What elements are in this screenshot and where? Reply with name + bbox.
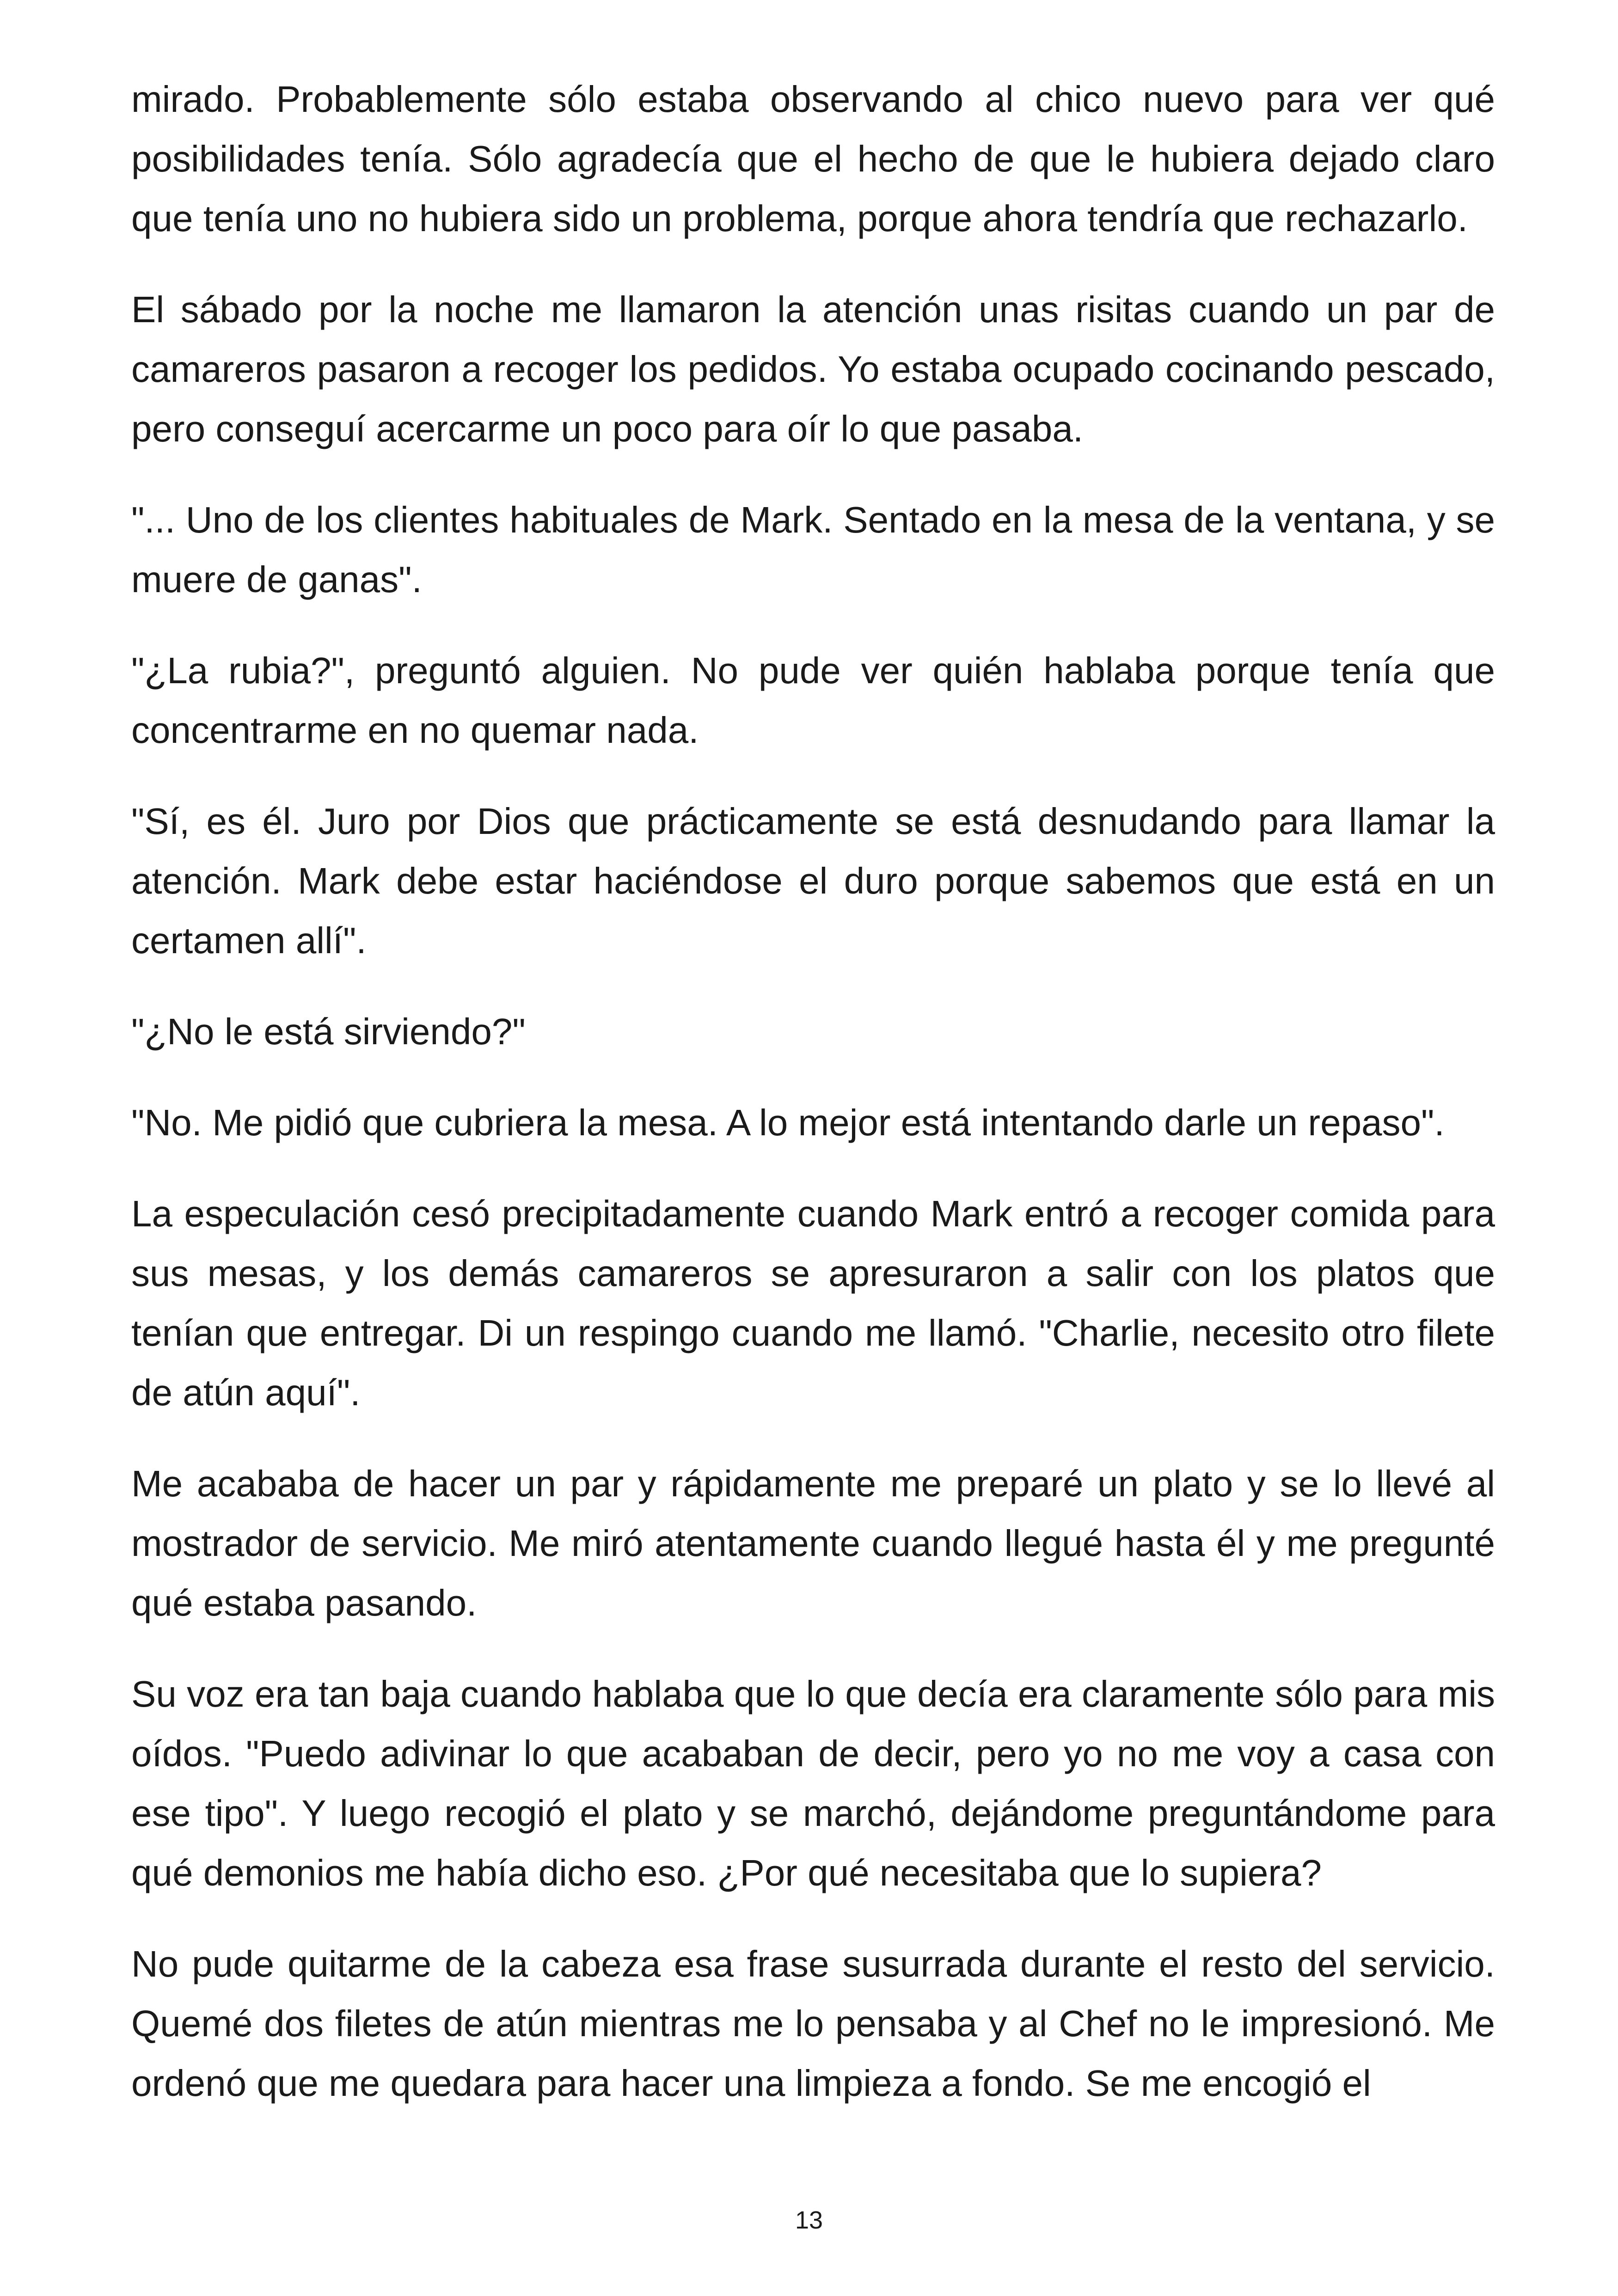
paragraph-10: Su voz era tan baja cuando hablaba que lo que decía era claramente sólo para mis oídos. "Puedo adivinar lo que acababan de decir, pero yo no me voy a casa con ese tipo". Y luego recogió el plato y se marchó, dejándome preguntándome para qué demonios me había dicho eso. ¿Por qué necesitaba que lo supiera? [131,1673,1495,1893]
paragraph-3: "... Uno de los clientes habituales de Mark. Sentado en la mesa de la ventana, y se muere de ganas". [131,499,1495,600]
paragraph-8: La especulación cesó precipitadamente cuando Mark entró a recoger comida para sus mesas, y los demás camareros se apresuraron a salir con los platos que tenían que entregar. Di un respingo cuando me llamó. "Charlie, necesito otro filete de atún aquí". [131,1193,1495,1413]
paragraph-11: No pude quitarme de la cabeza esa frase susurrada durante el resto del servicio. Quemé dos filetes de atún mientras me lo pensaba y al Chef no le impresionó. Me ordenó que me quedara para hacer una limpieza a fondo. Se me encogió el [131,1943,1495,2104]
paragraph-6: "¿No le está sirviendo?" [131,1011,526,1052]
paragraph-4: "¿La rubia?", preguntó alguien. No pude ver quién hablaba porque tenía que concentrarme en no quemar nada. [131,650,1495,751]
paragraph-7: "No. Me pidió que cubriera la mesa. A lo mejor está intentando darle un repaso". [131,1102,1445,1143]
paragraph-2: El sábado por la noche me llamaron la atención unas risitas cuando un par de camareros pasaron a recoger los pedidos. Yo estaba ocupado cocinando pescado, pero conseguí acercarme un poco para oír lo que pasaba. [131,289,1495,449]
paragraph-5: "Sí, es él. Juro por Dios que prácticamente se está desnudando para llamar la atención. Mark debe estar haciéndose el duro porque sabemos que está en un certamen allí". [131,801,1495,961]
paragraph-9: Me acababa de hacer un par y rápidamente me preparé un plato y se lo llevé al mostrador de servicio. Me miró atentamente cuando llegué hasta él y me pregunté qué estaba pasando. [131,1463,1495,1623]
page-number: 13 [795,2206,823,2234]
body-text [131,69,1495,2144]
paragraph-1: mirado. Probablemente sólo estaba observando al chico nuevo para ver qué posibilidades tenía. Sólo agradecía que el hecho de que le hubiera dejado claro que tenía uno no hubiera sido un problema, porque ahora tendría que rechazarlo. [131,79,1495,239]
